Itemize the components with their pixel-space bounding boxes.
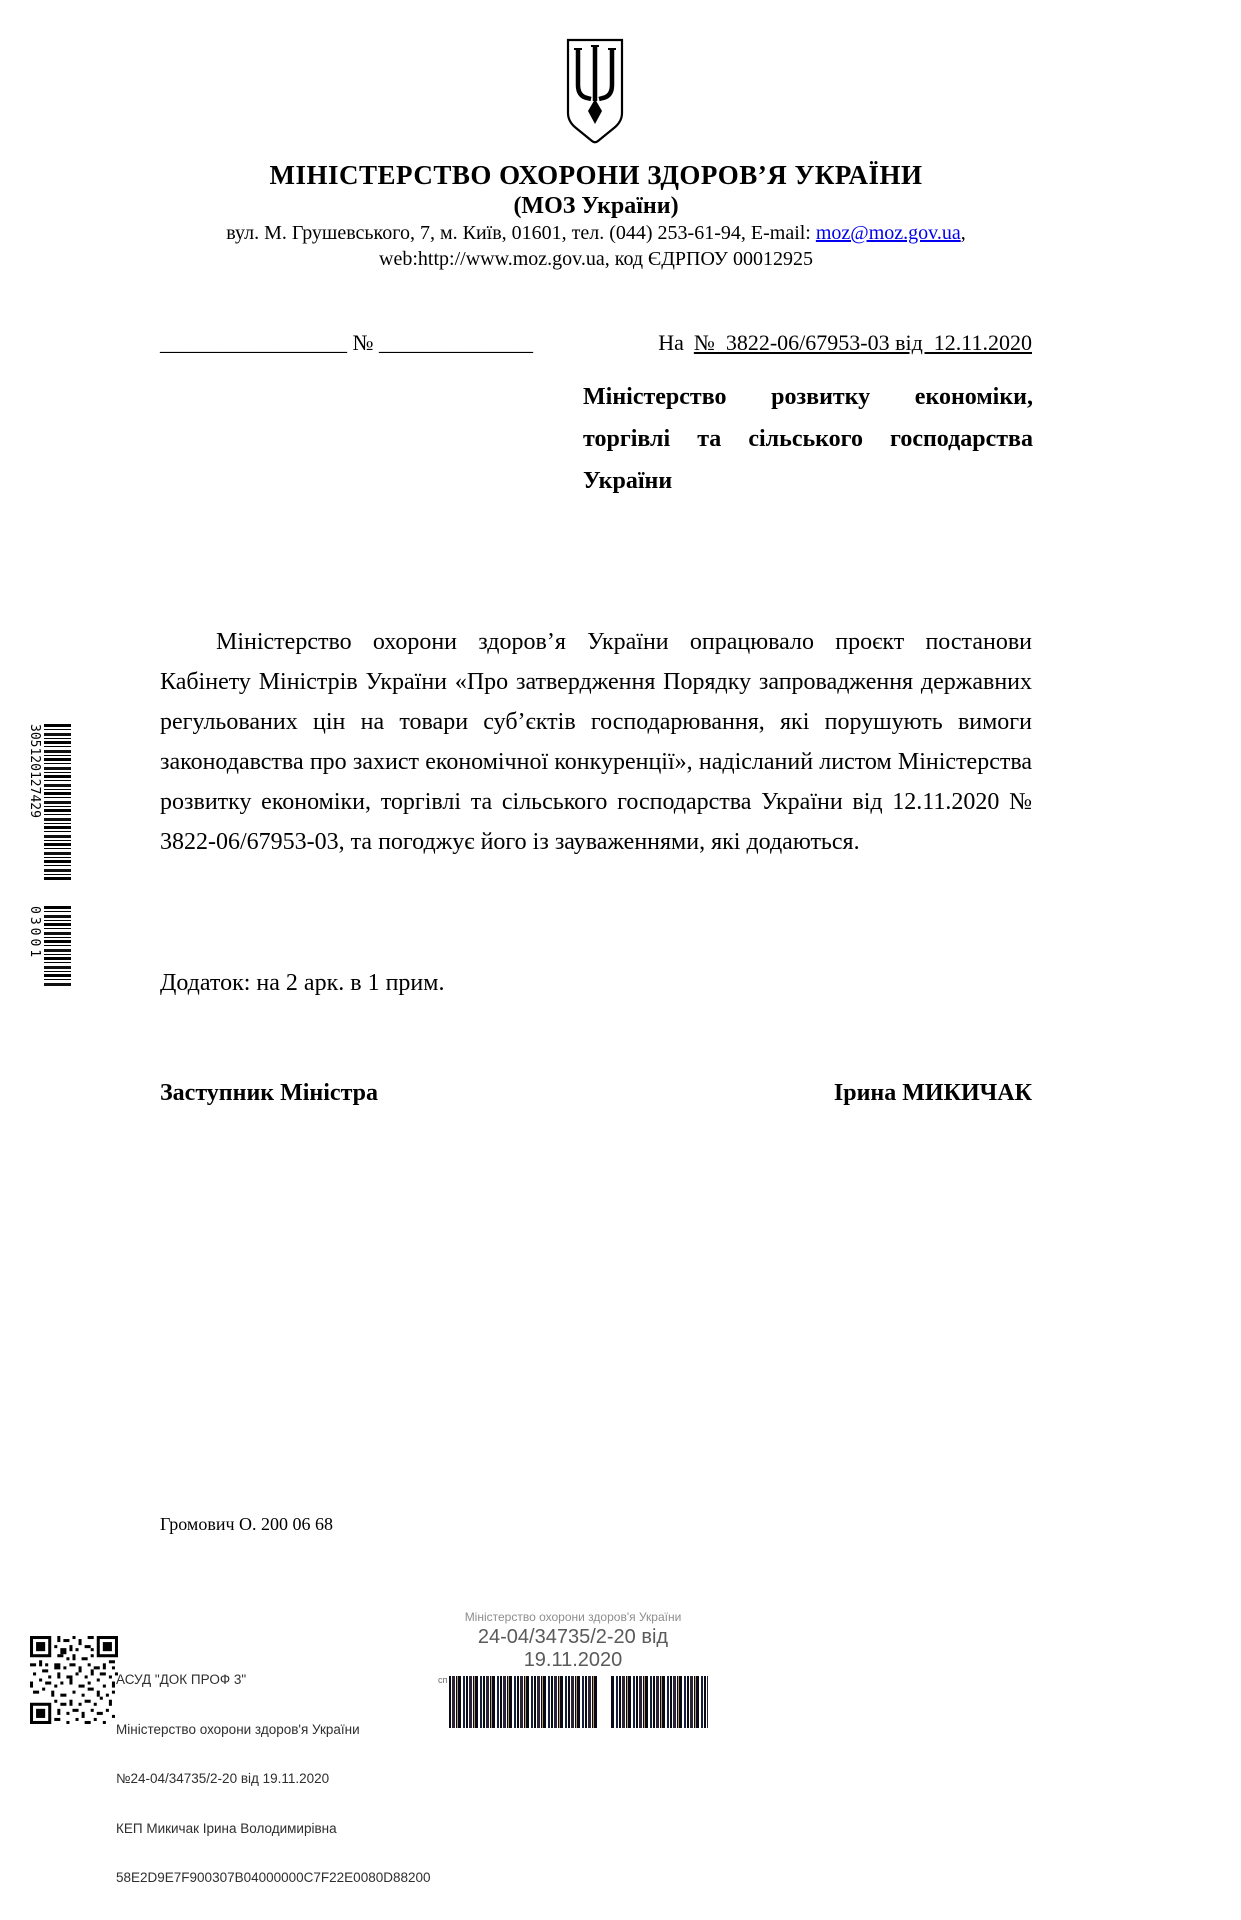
signer-position: Заступник Міністра [160, 1080, 379, 1106]
barcode-horizontal [449, 1676, 708, 1728]
registration-stamp [438, 1610, 708, 1728]
reply-reference: На № 3822-06/67953-03 від 12.11.2020 [658, 330, 1032, 355]
barcode-digits: 305120127429 [27, 724, 42, 818]
reference-row [160, 330, 1032, 356]
registration-number: 24-04/34735/2-20 від 19.11.2020 [477, 1626, 669, 1671]
signer-name: Ірина МИКИЧАК [833, 1080, 1032, 1106]
executor-line: Громович О. 200 06 68 [160, 1514, 334, 1534]
edocs-reg-number: №24-04/34735/2-20 від 19.11.2020 [116, 1771, 330, 1786]
barcode-vertical-top [27, 724, 71, 880]
registration-org: Міністерство охорони здоров'я України [464, 1610, 682, 1624]
ministry-short-name: (МОЗ України) [513, 193, 679, 219]
edocs-stamp-block [116, 1639, 431, 1920]
addressee-line: України [583, 468, 673, 494]
barcode-bars [44, 724, 71, 880]
edocs-org-name: Міністерство охорони здоров'я України [116, 1721, 360, 1737]
attachment-note: Додаток: на 2 арк. в 1 прим. [160, 970, 445, 996]
edocs-system-name: АСУД "ДОК ПРОФ 3" [116, 1672, 247, 1687]
body-paragraph: Міністерство охорони здоров’я України опрацювало проєкт постанови Кабінету Міністрів України «Про затвердження Порядку запровадження державних регульованих цін на товари суб’єктів господарювання, які порушують вимоги законодавства про захист економічної конкуренції», надісланий листом Міністерства розвитку економіки, торгівлі та сільського господарства України від 12.11.2020 № 3822-06/67953-03, та погоджує його із зауваженнями, які додаються. [160, 629, 1032, 855]
addressee-block [583, 376, 1033, 502]
barcode-digits: 03001 [27, 906, 42, 961]
outgoing-number-blanks: _________________ № ______________ [160, 330, 533, 355]
web-line: web:http://www.moz.gov.ua, код ЄДРПОУ 00012925 [379, 248, 813, 270]
barcode-bars [44, 906, 71, 988]
registration-barcode-row [438, 1676, 708, 1728]
ministry-name: МІНІСТЕРСТВО ОХОРОНИ ЗДОРОВ’Я УКРАЇНИ [269, 160, 923, 190]
reply-reference-number: № 3822-06/67953-03 від 12.11.2020 [693, 330, 1032, 355]
side-barcodes [27, 724, 71, 988]
barcode-prefix-label: сп [438, 1675, 448, 1685]
addressee-line: Міністерство розвитку економіки, [583, 384, 1033, 410]
letterhead [160, 160, 1032, 272]
address-line: вул. М. Грушевського, 7, м. Київ, 01601, тел. (044) 253-61-94, E-mail: moz@moz.gov.ua, [226, 222, 966, 244]
qr-code [30, 1636, 118, 1724]
signature-row [160, 1080, 1032, 1107]
addressee-line: торгівлі та сільського господарства [583, 426, 1033, 452]
email-link[interactable]: moz@moz.gov.ua [815, 222, 961, 244]
edocs-cert-serial: 58E2D9E7F900307B04000000C7F22E0080D88200 [116, 1870, 431, 1885]
number-sign: № [352, 330, 374, 355]
ukraine-trident-emblem-icon [564, 36, 626, 148]
barcode-vertical-bottom [27, 906, 71, 988]
edocs-signature-owner: КЕП Микичак Ірина Володимирівна [116, 1820, 337, 1836]
